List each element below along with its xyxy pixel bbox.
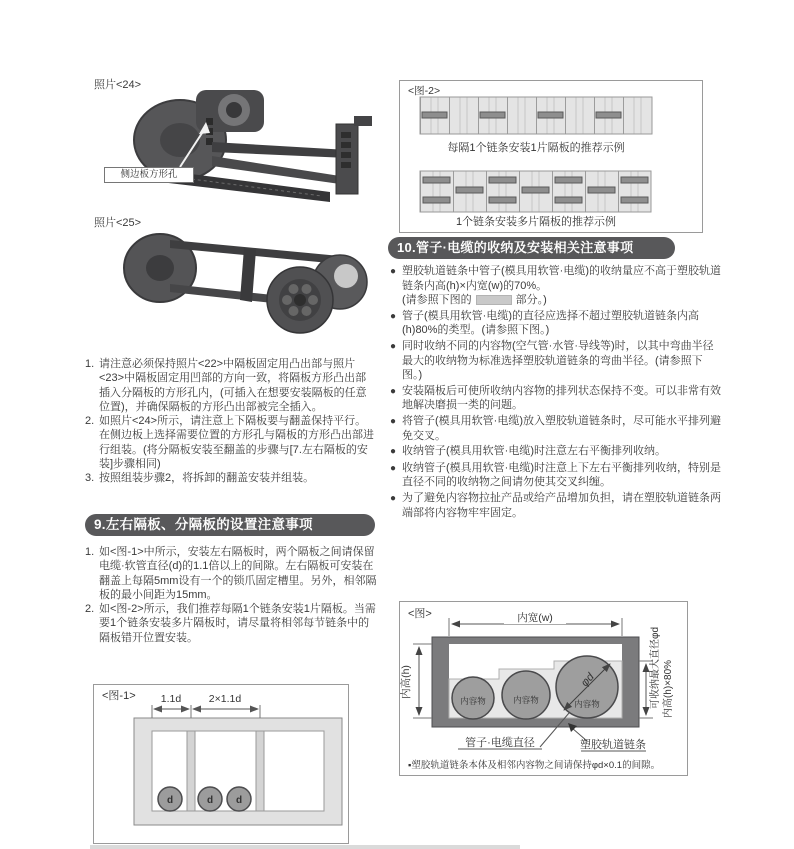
cable-d-label: d [206, 795, 214, 806]
figure-1 [93, 684, 349, 844]
bullet-text: 管子(模具用软管·电缆)的直径应选择不超过塑胶轨道链条内高(h)80%的类型。(请参照下图。) [402, 309, 699, 337]
shaded-area-swatch [476, 295, 512, 305]
phi-d-label: φd [578, 671, 597, 689]
step-item [85, 471, 377, 485]
bullet-marker: ● [390, 415, 397, 427]
step-text: 按照组装步骤2，将拆卸的翻盖安装并组装。 [99, 472, 315, 485]
bullet-item [390, 491, 722, 520]
photo-24-label: 照片<24> [94, 79, 142, 91]
bullet-item [390, 309, 722, 338]
dim-label-2x1-1d: 2×1.1d [208, 693, 242, 705]
bullet-marker: ● [390, 385, 397, 397]
section-9-header: 9.左右隔板、分隔板的设置注意事项 [85, 514, 375, 536]
step-number: 2. [85, 415, 95, 428]
bullet-text: 收纳管子(模具用软管·电缆)时注意上下左右平衡排列收纳，特别是直径不同的收纳物之间请勿使其交叉纠缠。 [402, 461, 721, 489]
photo-25-label: 照片<25> [94, 217, 142, 229]
dim-label-1-1d: 1.1d [160, 693, 182, 705]
bullet-text: 安装隔板后可使所收纳内容物的排列状态保持不变。可以非常有效地解决磨损一类的问题。 [402, 384, 721, 412]
step-text: 如<图-2>所示，我们推荐每隔1个链条安装1片隔板。当需要1个链条安装多片隔板时，请尽量将相邻每节链条中的隔板错开位置安装。 [99, 603, 376, 644]
bullet-marker: ● [390, 446, 397, 458]
bullet-marker: ● [390, 492, 397, 504]
step-text: 如照片<24>所示，请注意上下隔板要与翻盖保持平行。在侧边板上选择需要位置的方形孔与隔板的方形凸出部进行组装。(将分隔板安装至翻盖的步骤与[7.左右隔板的安装]步骤相同) [99, 415, 374, 471]
step-text: 如<图-1>中所示，安装左右隔板时，两个隔板之间请保留电缆·软管直径(d)的1.1倍以上的间隙。左右隔板可安装在翻盖上每隔5mm设有一个的锁爪固定槽里。另外，相邻隔板的最小间距为15mm。 [99, 546, 377, 601]
figure-storage-diagram [399, 601, 688, 776]
height-80-label: 内高(h)×80% [663, 659, 674, 719]
callout-chain: 塑胶轨道链条 [580, 739, 646, 751]
step-item [85, 602, 377, 645]
inner-height-label: 内高(h) [400, 665, 412, 699]
step-item [85, 357, 377, 414]
content-label: 内容物 [460, 696, 486, 706]
figure-1-drawing [94, 685, 348, 843]
figure-storage-drawing [400, 602, 687, 775]
bullet-text-ref: (请参照下图的 [402, 294, 472, 307]
photo-24-image [108, 88, 374, 210]
bullet-text: 同时收纳不同的内容物(空气管·水管·导线等)时，以其中弯曲半径最大的收纳物为标准选择塑胶轨道链条的弯曲半径。(请参照下图。) [402, 339, 714, 382]
figure-storage-label: <图> [408, 608, 432, 620]
bullet-item [390, 264, 722, 308]
step-item [85, 545, 377, 602]
section-10-list [390, 264, 722, 521]
bullet-marker: ● [390, 310, 397, 322]
separator-plate [187, 731, 195, 811]
step-number: 2. [85, 603, 95, 616]
bullet-text: 为了避免内容物拉扯产品或给产品增加负担，请在塑胶轨道链条两端部将内容物牢牢固定。 [402, 491, 721, 519]
bullet-text-main: 塑胶轨道链条中管子(模具用软管·电缆)的收纳量应不高于塑胶轨道链条内高(h)×内宽(w)的70%。 [402, 265, 721, 292]
cable-d-label: d [235, 795, 243, 806]
callout-side-plate-square-hole: 侧边板方形孔 [104, 167, 194, 183]
bullet-item [390, 414, 722, 443]
bullet-item [390, 339, 722, 383]
inner-width-label: 内宽(w) [517, 612, 553, 624]
figure-2-label: <图-2> [408, 85, 441, 97]
section-10-header: 10.管子·电缆的收纳及安装相关注意事项 [388, 237, 675, 259]
figure-2 [399, 80, 703, 233]
figure-2-caption-top: 每隔1个链条安装1片隔板的推荐示例 [447, 142, 625, 154]
step-text: 请注意必须保持照片<22>中隔板固定用凸出部与照片<23>中隔板固定用凹部的方向一致，将隔板方形凸出部插入分隔板的方形孔内，(可插入在想要安装隔板的任意位置)，并确保隔板的方形凸出部被完全插入。 [99, 358, 367, 413]
next-section-cut-strip [90, 845, 520, 849]
bullet-text-ref: 部分。) [515, 294, 547, 307]
figure-2-drawing [400, 81, 702, 232]
callout-pipe-diameter: 管子·电缆直径 [465, 737, 535, 749]
bullet-item [390, 444, 722, 460]
bullet-marker: ● [390, 266, 397, 277]
bullet-item [390, 384, 722, 413]
bullet-marker: ● [390, 462, 397, 474]
step-number: 3. [85, 472, 95, 485]
max-diameter-label: 可收纳最大直径φd [650, 626, 661, 710]
section-9-list [85, 545, 377, 645]
cable-d-label: d [166, 795, 174, 806]
bullet-text: 收纳管子(模具用软管·电缆)时注意左右平衡排列收纳。 [402, 445, 666, 458]
step-item [85, 414, 377, 471]
bullet-text: 将管子(模具用软管·电缆)放入塑胶轨道链条时，尽可能水平排列避免交叉。 [402, 414, 721, 442]
bullet-item [390, 461, 722, 490]
separator-plate [256, 731, 264, 811]
assembly-steps-list [85, 357, 377, 486]
bullet-marker: ● [390, 340, 397, 352]
content-label: 内容物 [574, 699, 600, 709]
step-number: 1. [85, 546, 95, 558]
figure-1-label: <图-1> [102, 690, 136, 702]
figure-note: ▪塑胶轨道链条本体及相邻内容物之间请保持φd×0.1的间隙。 [408, 760, 661, 771]
content-label: 内容物 [513, 695, 539, 705]
bullet-text [402, 264, 722, 308]
photo-25-image [108, 226, 374, 338]
step-number: 1. [85, 358, 95, 370]
figure-2-caption-bottom: 1个链条安装多片隔板的推荐示例 [455, 216, 617, 228]
